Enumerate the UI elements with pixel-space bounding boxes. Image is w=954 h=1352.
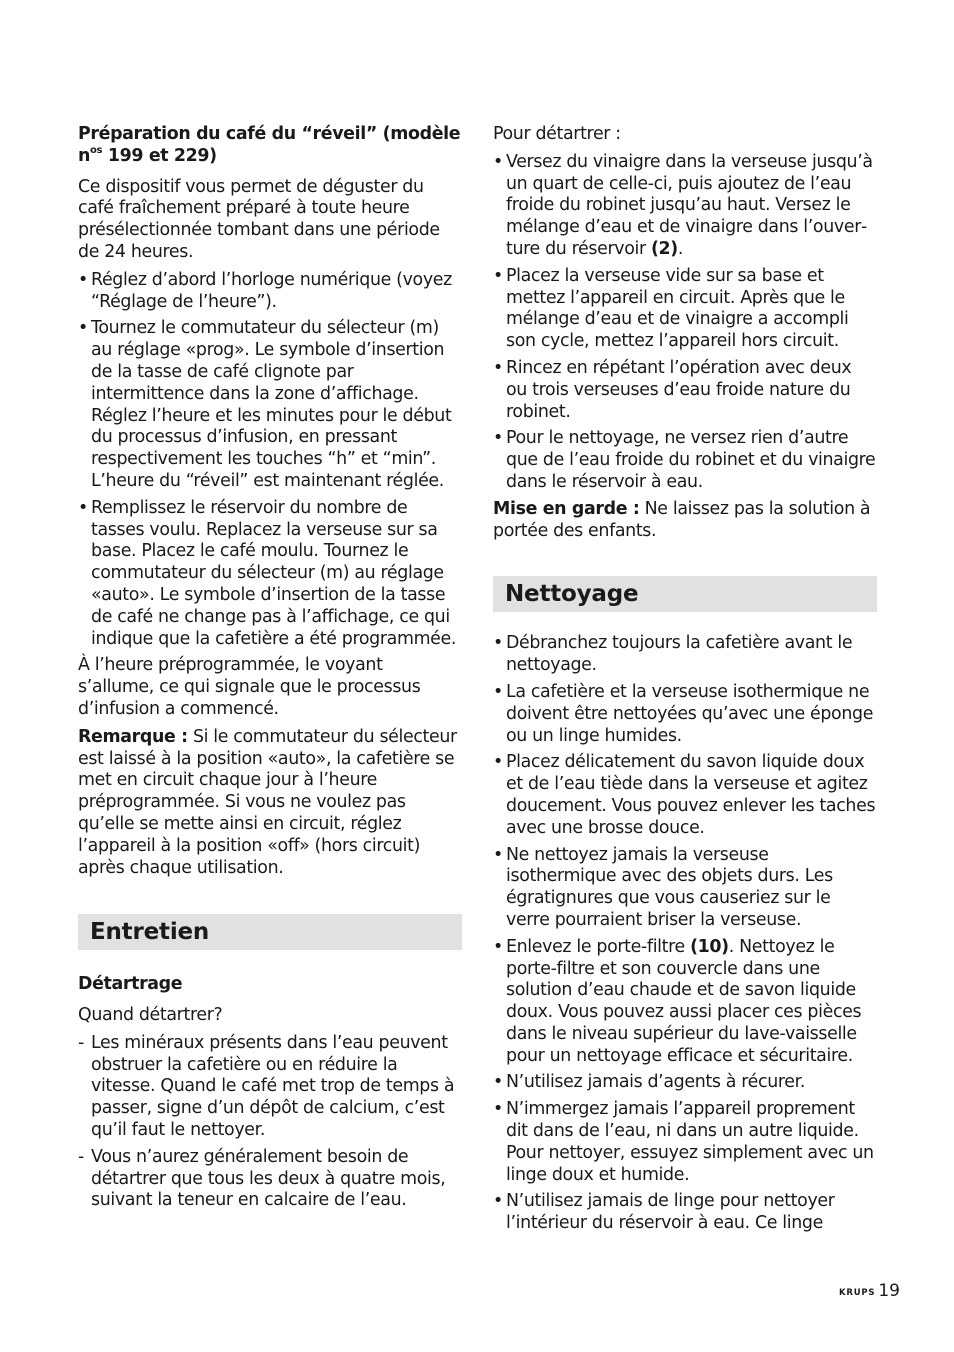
descaling-info-list (78, 1033, 462, 1212)
descaling-heading: Détartrage (78, 974, 183, 995)
list-item: • Placez délicatement du savon liquide doux et de l’eau tiède dans la verseuse et agitez doucement. Vous pouvez enlever les taches avec une brosse douce. (493, 752, 877, 839)
right-column (493, 124, 877, 1240)
list-item: • Versez du vinaigre dans la verseuse jusqu’à un quart de celle-ci, puis ajoutez de l’eau froide du robinet jusqu’au haut. Versez le mélange d’eau et de vinaigre dans l’ouverture du réservoir (2). (493, 152, 877, 261)
list-item: • N’immergez jamais l’appareil proprement dit dans de l’eau, ni dans un autre liquide. Pour nettoyer, essuyez simplement avec un linge doux et humide. (493, 1099, 877, 1186)
section-title-nettoyage: Nettoyage (493, 576, 877, 612)
warning-paragraph: Mise en garde : Ne laissez pas la solution à portée des enfants. (493, 498, 871, 541)
wakeup-intro: Ce dispositif vous permet de déguster du café fraîchement préparé à toute heure présélectionnée tombant dans une période de 24 heures. (78, 176, 440, 262)
wakeup-steps-list (78, 270, 462, 651)
wakeup-after-text: À l’heure préprogrammée, le voyant s’allume, ce qui signale que le processus d’infusion a commencé. (78, 655, 421, 719)
page-footer (839, 1280, 900, 1304)
warning-label: Mise en garde : (493, 498, 640, 519)
list-item: • Pour le nettoyage, ne versez rien d’autre que de l’eau froide du robinet et du vinaigre dans le réservoir à eau. (493, 428, 877, 493)
cleaning-steps-list (493, 633, 877, 1235)
descaling-intro: Pour détartrer : (493, 124, 621, 144)
list-item: • Réglez d’abord l’horloge numérique (voyez “Réglage de l’heure”). (78, 270, 462, 314)
wakeup-brew-heading: Préparation du café du “réveil” (modèle $n^{os}$ 199 et 229) (78, 124, 461, 166)
list-item: • Enlevez le porte-filtre (10). Nettoyez le porte-filtre et son couvercle dans une solution d’eau chaude et de savon liquide doux. Vous pouvez aussi placer ces pièces dans le niveau supérieur du lave-vaisselle pour un nettoyage efficace et sécuritaire. (493, 937, 877, 1068)
brand-logo: KRUPS (838, 1288, 876, 1298)
descaling-steps-list (493, 152, 877, 494)
list-item: • Remplissez le réservoir du nombre de tasses voulu. Replacez la verseuse sur sa base. Placez le café moulu. Tournez le commutateur du sélecteur (m) au réglage «auto». Le symbole d’insertion de la tasse de café ne change pas à l’affichage, ce qui indique que la cafetière a été programmée. (78, 498, 462, 651)
list-item: • Ne nettoyez jamais la verseuse isothermique avec des objets durs. Les égratignures que vous causeriez sur le verre pourraient briser la verseuse. (493, 845, 877, 932)
list-item: • Tournez le commutateur du sélecteur (m) au réglage «prog». Le symbole d’insertion de la tasse de café clignote par intermittence dans la zone d’affichage. Réglez l’heure et les minutes pour le début du processus d’infusion, en pressant respectivement les touches “h” et “min”. L’heure du “réveil” est maintenant réglée. (78, 318, 462, 492)
note-paragraph: Remarque : Si le commutateur du sélecteur est laissé à la position «auto», la cafetière se met en circuit chaque jour à l’heure préprogrammée. Si vous ne voulez pas qu’elle se mette ainsi en circuit, réglez l’appareil à la position «off» (hors circuit) après chaque utilisation. (78, 726, 457, 878)
list-item: • Placez la verseuse vide sur sa base et mettez l’appareil en circuit. Après que le mélange d’eau et de vinaigre a accompli son cycle, mettez l’appareil hors circuit. (493, 266, 877, 353)
list-item: • La cafetière et la verseuse isothermique ne doivent être nettoyées qu’avec une éponge ou un linge humides. (493, 682, 877, 747)
list-item: • Débranchez toujours la cafetière avant le nettoyage. (493, 633, 877, 677)
list-item: • N’utilisez jamais d’agents à récurer. (493, 1072, 877, 1094)
list-item: • N’utilisez jamais de linge pour nettoyer l’intérieur du réservoir à eau. Ce linge (493, 1191, 877, 1235)
list-item: - Les minéraux présents dans l’eau peuvent obstruer la cafetière ou en réduire la vitesse. Quand le café met trop de temps à passer, signe d’un dépôt de calcium, c’est qu’il faut le nettoyer. (78, 1033, 462, 1142)
left-column (78, 124, 462, 1217)
page-number: 19 (878, 1281, 900, 1301)
section-title-entretien: Entretien (78, 914, 462, 950)
list-item: - Vous n’aurez généralement besoin de détartrer que tous les deux à quatre mois, suivant la teneur en calcaire de l’eau. (78, 1147, 462, 1212)
list-item: • Rincez en répétant l’opération avec deux ou trois verseuses d’eau froide nature du robinet. (493, 358, 877, 423)
note-label: Remarque : (78, 726, 188, 747)
descaling-question: Quand détartrer? (78, 1005, 223, 1026)
